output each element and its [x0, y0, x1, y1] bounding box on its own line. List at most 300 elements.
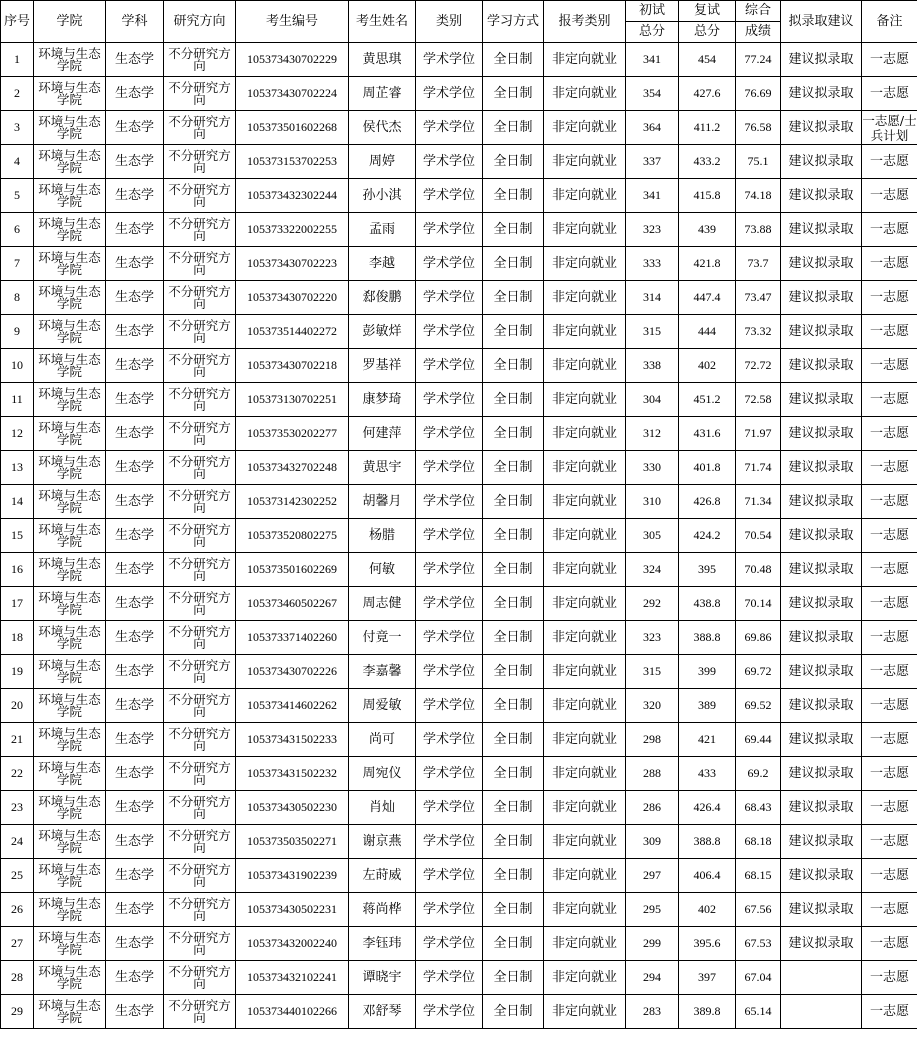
- seq-cell: 17: [1, 587, 34, 621]
- college-cell: 环境与生态学院: [34, 315, 106, 349]
- table-row: [1, 757, 917, 791]
- category-cell: 学术学位: [416, 825, 483, 859]
- study-mode-cell: 全日制: [483, 553, 544, 587]
- retest-score-cell: 406.4: [679, 859, 736, 893]
- suggestion-cell: 建议拟录取: [781, 179, 862, 213]
- initial-score-cell: 324: [626, 553, 679, 587]
- name-cell: 尚可: [349, 723, 416, 757]
- composite-score-cell: 70.54: [736, 519, 781, 553]
- college-cell: 环境与生态学院: [34, 213, 106, 247]
- initial-score-cell: 283: [626, 995, 679, 1029]
- direction-cell: 不分研究方向: [164, 451, 236, 485]
- exam-id-cell: 105373501602269: [236, 553, 349, 587]
- direction-cell: 不分研究方向: [164, 43, 236, 77]
- table-body: [1, 43, 917, 1029]
- composite-score-cell: 67.56: [736, 893, 781, 927]
- study-mode-cell: 全日制: [483, 485, 544, 519]
- apply-type-cell: 非定向就业: [544, 43, 626, 77]
- initial-score-cell: 304: [626, 383, 679, 417]
- study-mode-cell: 全日制: [483, 825, 544, 859]
- header-retest-line2: 总分: [679, 22, 736, 43]
- study-mode-cell: 全日制: [483, 179, 544, 213]
- subject-cell: 生态学: [106, 417, 164, 451]
- name-cell: 孟雨: [349, 213, 416, 247]
- retest-score-cell: 395: [679, 553, 736, 587]
- subject-cell: 生态学: [106, 485, 164, 519]
- category-cell: 学术学位: [416, 791, 483, 825]
- initial-score-cell: 312: [626, 417, 679, 451]
- table-row: [1, 587, 917, 621]
- header-initial-line1: 初试: [626, 1, 679, 22]
- direction-cell: 不分研究方向: [164, 145, 236, 179]
- seq-cell: 8: [1, 281, 34, 315]
- header-subject: 学科: [106, 1, 164, 43]
- suggestion-cell: [781, 995, 862, 1029]
- college-cell: 环境与生态学院: [34, 417, 106, 451]
- retest-score-cell: 454: [679, 43, 736, 77]
- retest-score-cell: 431.6: [679, 417, 736, 451]
- initial-score-cell: 330: [626, 451, 679, 485]
- note-cell: 一志愿: [862, 485, 917, 519]
- subject-cell: 生态学: [106, 587, 164, 621]
- initial-score-cell: 305: [626, 519, 679, 553]
- subject-cell: 生态学: [106, 519, 164, 553]
- seq-cell: 7: [1, 247, 34, 281]
- note-cell: 一志愿: [862, 995, 917, 1029]
- initial-score-cell: 323: [626, 213, 679, 247]
- initial-score-cell: 309: [626, 825, 679, 859]
- suggestion-cell: 建议拟录取: [781, 825, 862, 859]
- note-cell: 一志愿: [862, 859, 917, 893]
- retest-score-cell: 424.2: [679, 519, 736, 553]
- category-cell: 学术学位: [416, 995, 483, 1029]
- study-mode-cell: 全日制: [483, 111, 544, 145]
- seq-cell: 9: [1, 315, 34, 349]
- apply-type-cell: 非定向就业: [544, 825, 626, 859]
- table-row: [1, 349, 917, 383]
- direction-cell: 不分研究方向: [164, 213, 236, 247]
- direction-cell: 不分研究方向: [164, 587, 236, 621]
- subject-cell: 生态学: [106, 43, 164, 77]
- category-cell: 学术学位: [416, 961, 483, 995]
- initial-score-cell: 295: [626, 893, 679, 927]
- subject-cell: 生态学: [106, 757, 164, 791]
- seq-cell: 19: [1, 655, 34, 689]
- study-mode-cell: 全日制: [483, 349, 544, 383]
- subject-cell: 生态学: [106, 995, 164, 1029]
- suggestion-cell: 建议拟录取: [781, 791, 862, 825]
- name-cell: 彭敏烊: [349, 315, 416, 349]
- suggestion-cell: 建议拟录取: [781, 213, 862, 247]
- table-row: [1, 859, 917, 893]
- subject-cell: 生态学: [106, 77, 164, 111]
- note-cell: 一志愿: [862, 77, 917, 111]
- college-cell: 环境与生态学院: [34, 927, 106, 961]
- direction-cell: 不分研究方向: [164, 655, 236, 689]
- suggestion-cell: 建议拟录取: [781, 757, 862, 791]
- category-cell: 学术学位: [416, 927, 483, 961]
- suggestion-cell: 建议拟录取: [781, 77, 862, 111]
- name-cell: 周志健: [349, 587, 416, 621]
- direction-cell: 不分研究方向: [164, 825, 236, 859]
- note-cell: 一志愿: [862, 145, 917, 179]
- subject-cell: 生态学: [106, 349, 164, 383]
- suggestion-cell: 建议拟录取: [781, 587, 862, 621]
- category-cell: 学术学位: [416, 587, 483, 621]
- note-cell: 一志愿: [862, 179, 917, 213]
- retest-score-cell: 439: [679, 213, 736, 247]
- suggestion-cell: 建议拟录取: [781, 349, 862, 383]
- exam-id-cell: 105373530202277: [236, 417, 349, 451]
- name-cell: 何敏: [349, 553, 416, 587]
- composite-score-cell: 72.58: [736, 383, 781, 417]
- study-mode-cell: 全日制: [483, 587, 544, 621]
- exam-id-cell: 105373431502233: [236, 723, 349, 757]
- retest-score-cell: 427.6: [679, 77, 736, 111]
- apply-type-cell: 非定向就业: [544, 621, 626, 655]
- subject-cell: 生态学: [106, 655, 164, 689]
- retest-score-cell: 411.2: [679, 111, 736, 145]
- retest-score-cell: 451.2: [679, 383, 736, 417]
- study-mode-cell: 全日制: [483, 247, 544, 281]
- composite-score-cell: 69.86: [736, 621, 781, 655]
- suggestion-cell: 建议拟录取: [781, 893, 862, 927]
- category-cell: 学术学位: [416, 77, 483, 111]
- note-cell: 一志愿: [862, 825, 917, 859]
- initial-score-cell: 310: [626, 485, 679, 519]
- category-cell: 学术学位: [416, 451, 483, 485]
- seq-cell: 18: [1, 621, 34, 655]
- table-row: [1, 111, 917, 145]
- retest-score-cell: 426.4: [679, 791, 736, 825]
- apply-type-cell: 非定向就业: [544, 553, 626, 587]
- suggestion-cell: 建议拟录取: [781, 655, 862, 689]
- exam-id-cell: 105373430702218: [236, 349, 349, 383]
- name-cell: 周宛仪: [349, 757, 416, 791]
- college-cell: 环境与生态学院: [34, 451, 106, 485]
- seq-cell: 15: [1, 519, 34, 553]
- seq-cell: 20: [1, 689, 34, 723]
- suggestion-cell: 建议拟录取: [781, 689, 862, 723]
- study-mode-cell: 全日制: [483, 621, 544, 655]
- name-cell: 左莳威: [349, 859, 416, 893]
- college-cell: 环境与生态学院: [34, 519, 106, 553]
- note-cell: 一志愿: [862, 553, 917, 587]
- study-mode-cell: 全日制: [483, 655, 544, 689]
- suggestion-cell: 建议拟录取: [781, 417, 862, 451]
- name-cell: 黄思琪: [349, 43, 416, 77]
- table-row: [1, 961, 917, 995]
- exam-id-cell: 105373322002255: [236, 213, 349, 247]
- category-cell: 学术学位: [416, 621, 483, 655]
- college-cell: 环境与生态学院: [34, 621, 106, 655]
- study-mode-cell: 全日制: [483, 145, 544, 179]
- college-cell: 环境与生态学院: [34, 859, 106, 893]
- direction-cell: 不分研究方向: [164, 995, 236, 1029]
- apply-type-cell: 非定向就业: [544, 961, 626, 995]
- header-initial-line2: 总分: [626, 22, 679, 43]
- apply-type-cell: 非定向就业: [544, 893, 626, 927]
- retest-score-cell: 388.8: [679, 621, 736, 655]
- exam-id-cell: 105373130702251: [236, 383, 349, 417]
- direction-cell: 不分研究方向: [164, 349, 236, 383]
- exam-id-cell: 105373142302252: [236, 485, 349, 519]
- header-retest-line1: 复试: [679, 1, 736, 22]
- seq-cell: 5: [1, 179, 34, 213]
- subject-cell: 生态学: [106, 859, 164, 893]
- subject-cell: 生态学: [106, 791, 164, 825]
- retest-score-cell: 421: [679, 723, 736, 757]
- suggestion-cell: 建议拟录取: [781, 519, 862, 553]
- direction-cell: 不分研究方向: [164, 417, 236, 451]
- exam-id-cell: 105373432302244: [236, 179, 349, 213]
- study-mode-cell: 全日制: [483, 281, 544, 315]
- college-cell: 环境与生态学院: [34, 961, 106, 995]
- composite-score-cell: 69.44: [736, 723, 781, 757]
- apply-type-cell: 非定向就业: [544, 315, 626, 349]
- apply-type-cell: 非定向就业: [544, 247, 626, 281]
- name-cell: 蒋尚桦: [349, 893, 416, 927]
- note-cell: 一志愿: [862, 621, 917, 655]
- direction-cell: 不分研究方向: [164, 315, 236, 349]
- header-direction: 研究方向: [164, 1, 236, 43]
- college-cell: 环境与生态学院: [34, 655, 106, 689]
- college-cell: 环境与生态学院: [34, 757, 106, 791]
- initial-score-cell: 337: [626, 145, 679, 179]
- seq-cell: 3: [1, 111, 34, 145]
- initial-score-cell: 341: [626, 179, 679, 213]
- category-cell: 学术学位: [416, 349, 483, 383]
- apply-type-cell: 非定向就业: [544, 689, 626, 723]
- header-study-mode: 学习方式: [483, 1, 544, 43]
- table-row: [1, 621, 917, 655]
- study-mode-cell: 全日制: [483, 315, 544, 349]
- initial-score-cell: 297: [626, 859, 679, 893]
- suggestion-cell: 建议拟录取: [781, 723, 862, 757]
- exam-id-cell: 105373503502271: [236, 825, 349, 859]
- suggestion-cell: 建议拟录取: [781, 281, 862, 315]
- header-category: 类别: [416, 1, 483, 43]
- subject-cell: 生态学: [106, 179, 164, 213]
- apply-type-cell: 非定向就业: [544, 995, 626, 1029]
- composite-score-cell: 72.72: [736, 349, 781, 383]
- direction-cell: 不分研究方向: [164, 77, 236, 111]
- direction-cell: 不分研究方向: [164, 383, 236, 417]
- category-cell: 学术学位: [416, 519, 483, 553]
- direction-cell: 不分研究方向: [164, 485, 236, 519]
- seq-cell: 4: [1, 145, 34, 179]
- apply-type-cell: 非定向就业: [544, 77, 626, 111]
- name-cell: 罗基祥: [349, 349, 416, 383]
- direction-cell: 不分研究方向: [164, 757, 236, 791]
- note-cell: 一志愿: [862, 961, 917, 995]
- exam-id-cell: 105373371402260: [236, 621, 349, 655]
- college-cell: 环境与生态学院: [34, 383, 106, 417]
- category-cell: 学术学位: [416, 247, 483, 281]
- category-cell: 学术学位: [416, 383, 483, 417]
- seq-cell: 22: [1, 757, 34, 791]
- seq-cell: 29: [1, 995, 34, 1029]
- header-apply-type: 报考类别: [544, 1, 626, 43]
- composite-score-cell: 73.47: [736, 281, 781, 315]
- exam-id-cell: 105373430702226: [236, 655, 349, 689]
- retest-score-cell: 395.6: [679, 927, 736, 961]
- college-cell: 环境与生态学院: [34, 825, 106, 859]
- composite-score-cell: 71.34: [736, 485, 781, 519]
- study-mode-cell: 全日制: [483, 893, 544, 927]
- note-cell: 一志愿: [862, 927, 917, 961]
- initial-score-cell: 299: [626, 927, 679, 961]
- name-cell: 周爱敏: [349, 689, 416, 723]
- seq-cell: 21: [1, 723, 34, 757]
- seq-cell: 2: [1, 77, 34, 111]
- seq-cell: 16: [1, 553, 34, 587]
- composite-score-cell: 67.04: [736, 961, 781, 995]
- composite-score-cell: 70.48: [736, 553, 781, 587]
- name-cell: 付竟一: [349, 621, 416, 655]
- composite-score-cell: 69.2: [736, 757, 781, 791]
- composite-score-cell: 68.43: [736, 791, 781, 825]
- subject-cell: 生态学: [106, 315, 164, 349]
- subject-cell: 生态学: [106, 145, 164, 179]
- note-cell: 一志愿: [862, 417, 917, 451]
- note-cell: 一志愿: [862, 587, 917, 621]
- seq-cell: 11: [1, 383, 34, 417]
- subject-cell: 生态学: [106, 893, 164, 927]
- exam-id-cell: 105373431902239: [236, 859, 349, 893]
- suggestion-cell: 建议拟录取: [781, 145, 862, 179]
- seq-cell: 14: [1, 485, 34, 519]
- category-cell: 学术学位: [416, 757, 483, 791]
- table-row: [1, 553, 917, 587]
- apply-type-cell: 非定向就业: [544, 213, 626, 247]
- exam-id-cell: 105373432702248: [236, 451, 349, 485]
- note-cell: 一志愿: [862, 247, 917, 281]
- note-cell: 一志愿: [862, 723, 917, 757]
- exam-id-cell: 105373514402272: [236, 315, 349, 349]
- header-composite-line1: 综合: [736, 1, 781, 22]
- apply-type-cell: 非定向就业: [544, 451, 626, 485]
- exam-id-cell: 105373501602268: [236, 111, 349, 145]
- subject-cell: 生态学: [106, 247, 164, 281]
- subject-cell: 生态学: [106, 213, 164, 247]
- apply-type-cell: 非定向就业: [544, 111, 626, 145]
- name-cell: 肖灿: [349, 791, 416, 825]
- seq-cell: 27: [1, 927, 34, 961]
- category-cell: 学术学位: [416, 553, 483, 587]
- apply-type-cell: 非定向就业: [544, 927, 626, 961]
- college-cell: 环境与生态学院: [34, 893, 106, 927]
- suggestion-cell: 建议拟录取: [781, 383, 862, 417]
- study-mode-cell: 全日制: [483, 689, 544, 723]
- category-cell: 学术学位: [416, 417, 483, 451]
- composite-score-cell: 75.1: [736, 145, 781, 179]
- college-cell: 环境与生态学院: [34, 349, 106, 383]
- table-row: [1, 519, 917, 553]
- table-row: [1, 43, 917, 77]
- exam-id-cell: 105373430702224: [236, 77, 349, 111]
- table-row: [1, 655, 917, 689]
- retest-score-cell: 426.8: [679, 485, 736, 519]
- note-cell: 一志愿: [862, 43, 917, 77]
- note-cell: 一志愿: [862, 281, 917, 315]
- apply-type-cell: 非定向就业: [544, 349, 626, 383]
- initial-score-cell: 341: [626, 43, 679, 77]
- study-mode-cell: 全日制: [483, 859, 544, 893]
- study-mode-cell: 全日制: [483, 723, 544, 757]
- initial-score-cell: 315: [626, 655, 679, 689]
- header-composite-line2: 成绩: [736, 22, 781, 43]
- direction-cell: 不分研究方向: [164, 111, 236, 145]
- retest-score-cell: 438.8: [679, 587, 736, 621]
- seq-cell: 26: [1, 893, 34, 927]
- college-cell: 环境与生态学院: [34, 111, 106, 145]
- header-note: 备注: [862, 1, 917, 43]
- composite-score-cell: 69.72: [736, 655, 781, 689]
- direction-cell: 不分研究方向: [164, 893, 236, 927]
- name-cell: 李越: [349, 247, 416, 281]
- table-row: [1, 315, 917, 349]
- apply-type-cell: 非定向就业: [544, 757, 626, 791]
- note-cell: 一志愿: [862, 213, 917, 247]
- table-row: [1, 213, 917, 247]
- initial-score-cell: 320: [626, 689, 679, 723]
- study-mode-cell: 全日制: [483, 961, 544, 995]
- college-cell: 环境与生态学院: [34, 791, 106, 825]
- direction-cell: 不分研究方向: [164, 961, 236, 995]
- subject-cell: 生态学: [106, 961, 164, 995]
- retest-score-cell: 433: [679, 757, 736, 791]
- study-mode-cell: 全日制: [483, 213, 544, 247]
- apply-type-cell: 非定向就业: [544, 519, 626, 553]
- note-cell: 一志愿: [862, 893, 917, 927]
- category-cell: 学术学位: [416, 893, 483, 927]
- apply-type-cell: 非定向就业: [544, 417, 626, 451]
- subject-cell: 生态学: [106, 689, 164, 723]
- retest-score-cell: 433.2: [679, 145, 736, 179]
- note-cell: 一志愿/士兵计划: [862, 112, 917, 143]
- table-row: [1, 893, 917, 927]
- retest-score-cell: 415.8: [679, 179, 736, 213]
- name-cell: 谭晓宇: [349, 961, 416, 995]
- college-cell: 环境与生态学院: [34, 995, 106, 1029]
- exam-id-cell: 105373153702253: [236, 145, 349, 179]
- retest-score-cell: 402: [679, 349, 736, 383]
- college-cell: 环境与生态学院: [34, 179, 106, 213]
- note-cell: 一志愿: [862, 349, 917, 383]
- composite-score-cell: 65.14: [736, 995, 781, 1029]
- composite-score-cell: 68.15: [736, 859, 781, 893]
- retest-score-cell: 389.8: [679, 995, 736, 1029]
- composite-score-cell: 68.18: [736, 825, 781, 859]
- apply-type-cell: 非定向就业: [544, 655, 626, 689]
- subject-cell: 生态学: [106, 383, 164, 417]
- direction-cell: 不分研究方向: [164, 553, 236, 587]
- suggestion-cell: 建议拟录取: [781, 553, 862, 587]
- category-cell: 学术学位: [416, 43, 483, 77]
- table-row: [1, 825, 917, 859]
- header-name: 考生姓名: [349, 1, 416, 43]
- suggestion-cell: 建议拟录取: [781, 451, 862, 485]
- subject-cell: 生态学: [106, 723, 164, 757]
- table-row: [1, 247, 917, 281]
- composite-score-cell: 71.97: [736, 417, 781, 451]
- suggestion-cell: 建议拟录取: [781, 859, 862, 893]
- note-cell: 一志愿: [862, 519, 917, 553]
- apply-type-cell: 非定向就业: [544, 859, 626, 893]
- table-row: [1, 995, 917, 1029]
- subject-cell: 生态学: [106, 281, 164, 315]
